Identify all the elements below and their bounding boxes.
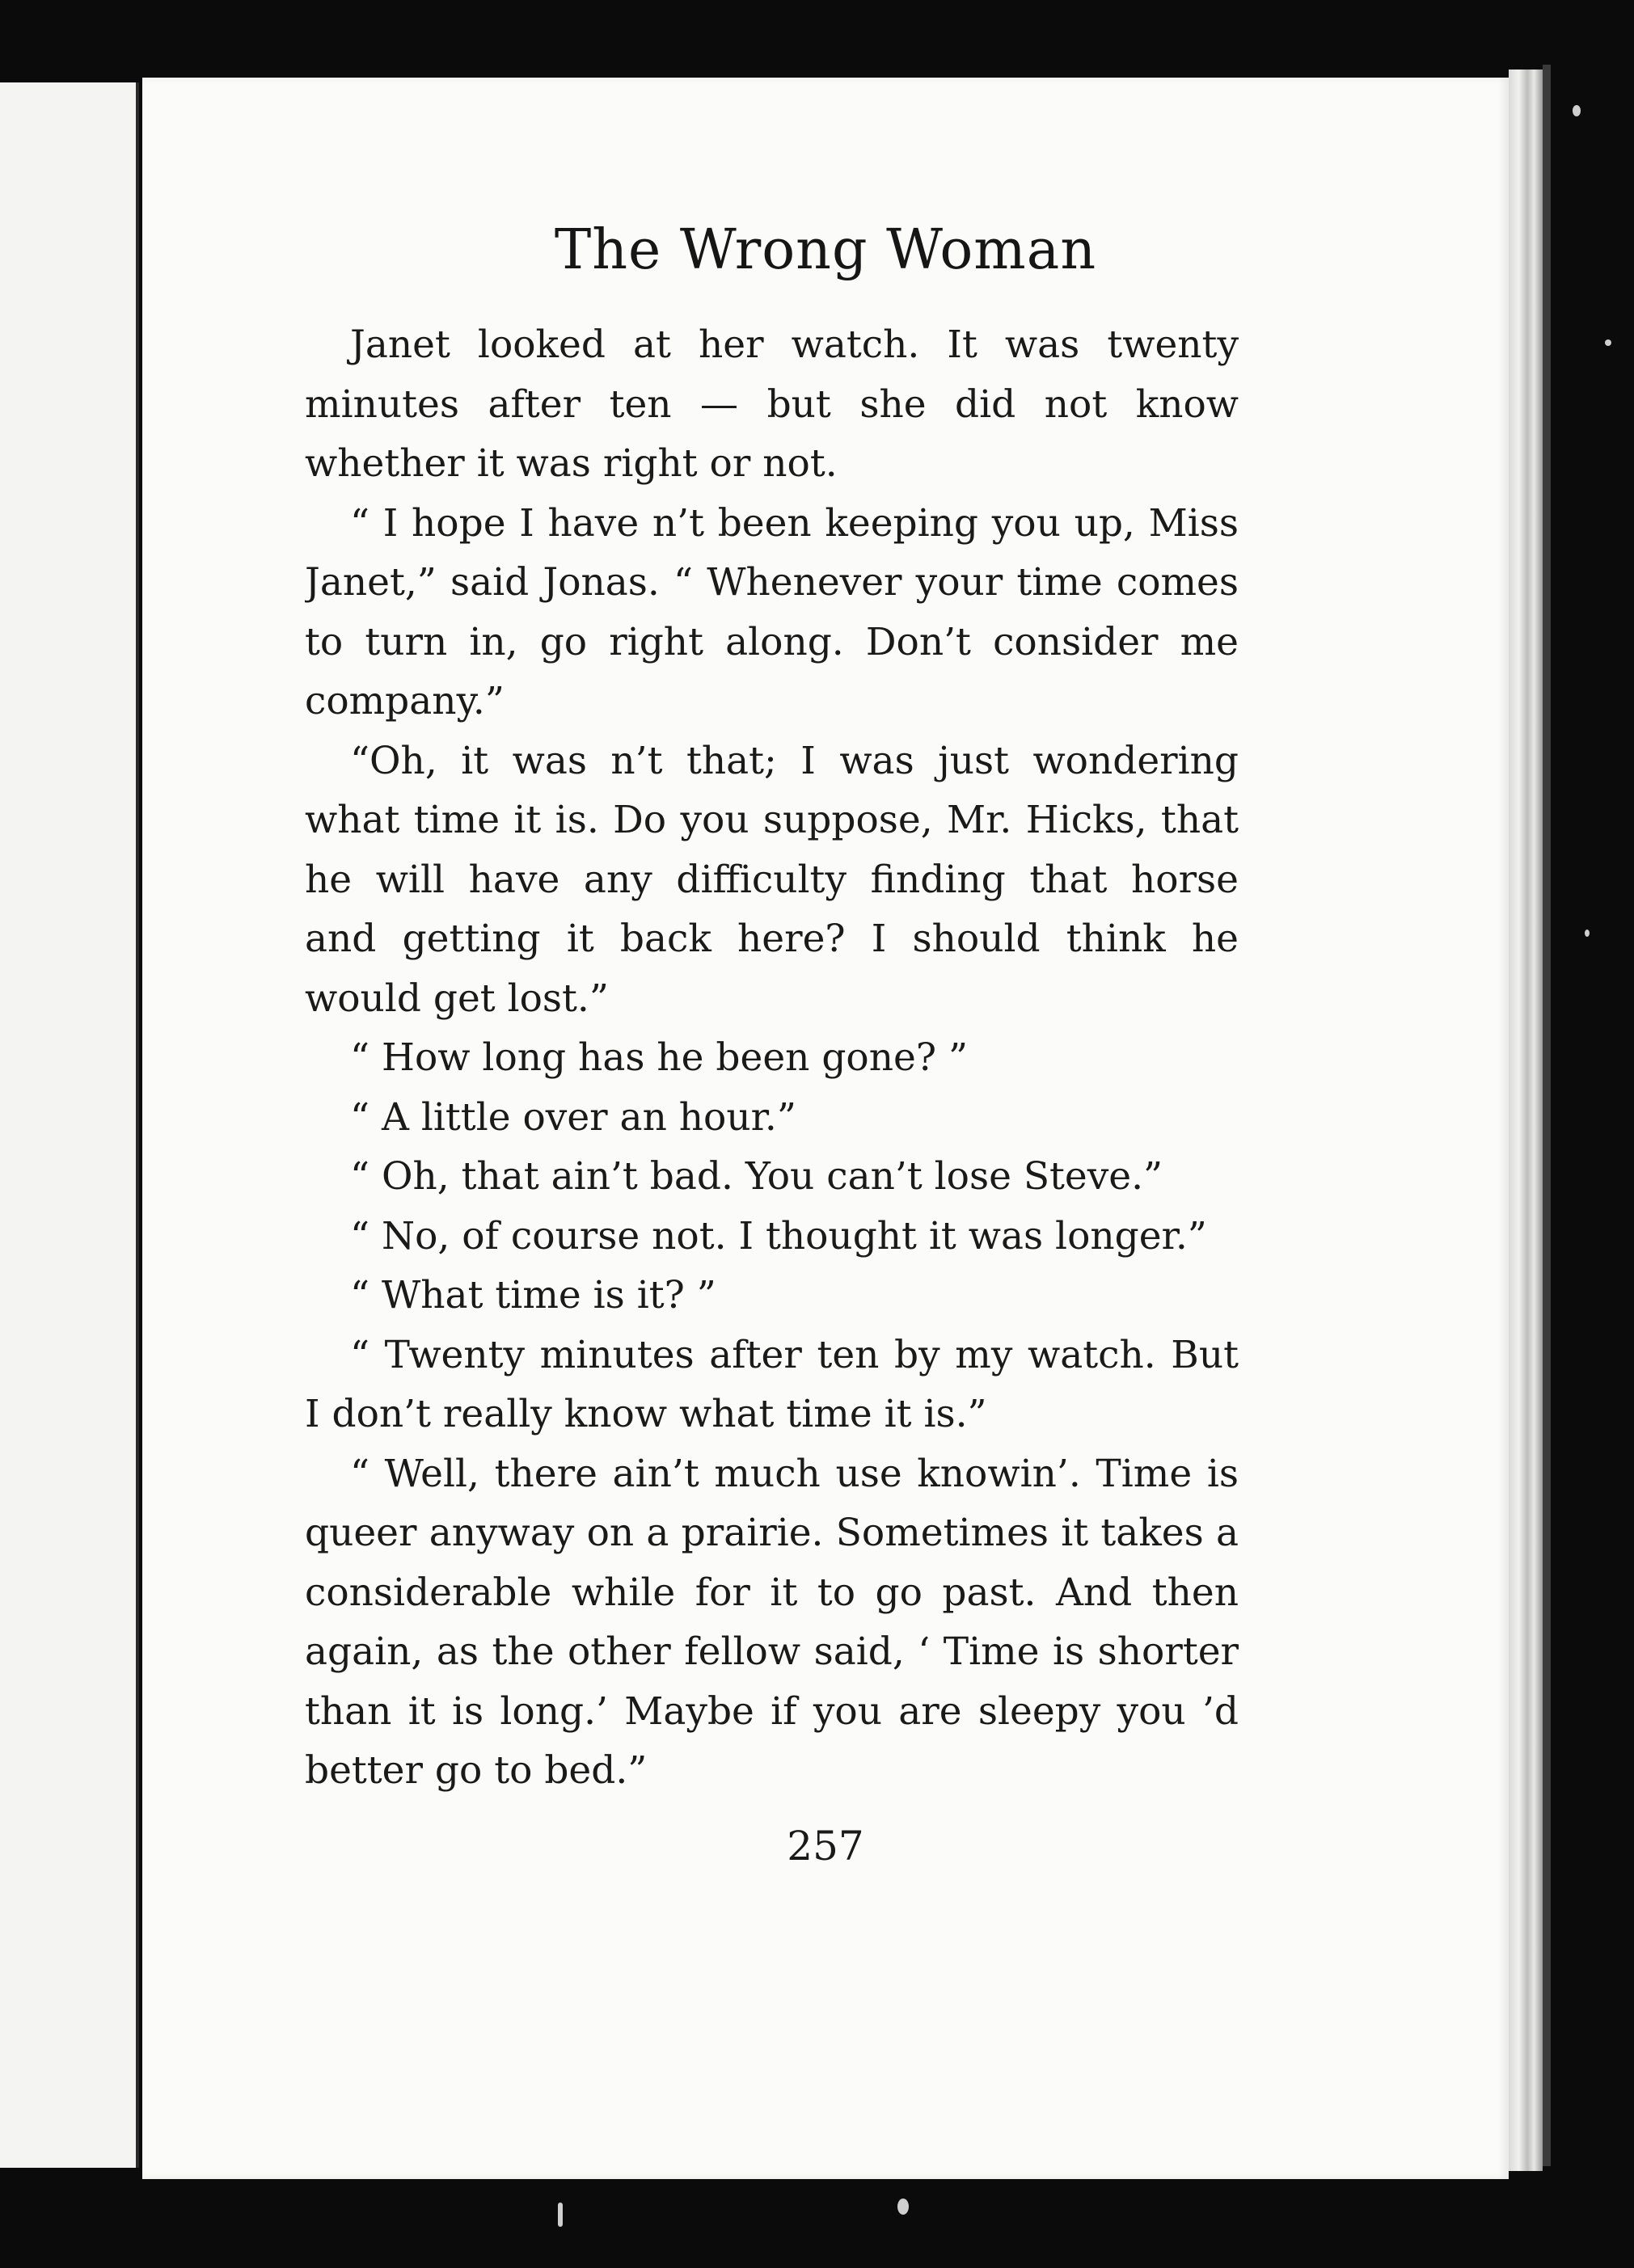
paragraph: “ Twenty minutes after ten by my watch. But I don’t really know what time it is.” (305, 1332, 1239, 1436)
paragraph: “ No, of course not. I thought it was longer.” (350, 1213, 1207, 1258)
paragraph: Janet looked at her watch. It was twenty minutes after ten — but she did not know whether it was right or not. (305, 322, 1239, 486)
paragraph: “ Oh, that ain’t bad. You can’t lose Steve.” (350, 1154, 1163, 1199)
dust-speck (897, 2198, 909, 2215)
dust-speck (558, 2203, 563, 2227)
page-stack-edge (1509, 70, 1543, 2171)
page-number: 257 (787, 1823, 864, 1870)
paragraph: “ What time is it? ” (350, 1273, 716, 1317)
dust-speck (1585, 930, 1590, 937)
paragraph: “ A little over an hour.” (350, 1094, 796, 1140)
paragraph: “ I hope I have n’t been keeping you up, Miss Janet,” said Jonas. “ Whenever your time comes to turn in, go right along. Don’t consider me company.” (305, 500, 1239, 723)
facing-page-edge (0, 82, 139, 2168)
paragraph: “Oh, it was n’t that; I was just wondering what time it is. Do you suppose, Mr. Hicks, that he will have any difficulty finding that horse and getting it back here? I should think he would get lost.” (305, 738, 1239, 1021)
dust-speck (1605, 339, 1611, 346)
dust-speck (1573, 105, 1581, 116)
running-head: The Wrong Woman (554, 218, 1097, 282)
paragraph: “ How long has he been gone? ” (350, 1035, 968, 1080)
body-text (305, 315, 1239, 1819)
binding-shadow (1543, 65, 1551, 2166)
paragraph: “ Well, there ain’t much use knowin’. Time is queer anyway on a prairie. Sometimes it takes a considerable while for it to go past. And then again, as the other fellow said, ‘ Time is shorter than it is long.’ Maybe if you are sleepy you ’d better go to bed.” (305, 1451, 1239, 1793)
